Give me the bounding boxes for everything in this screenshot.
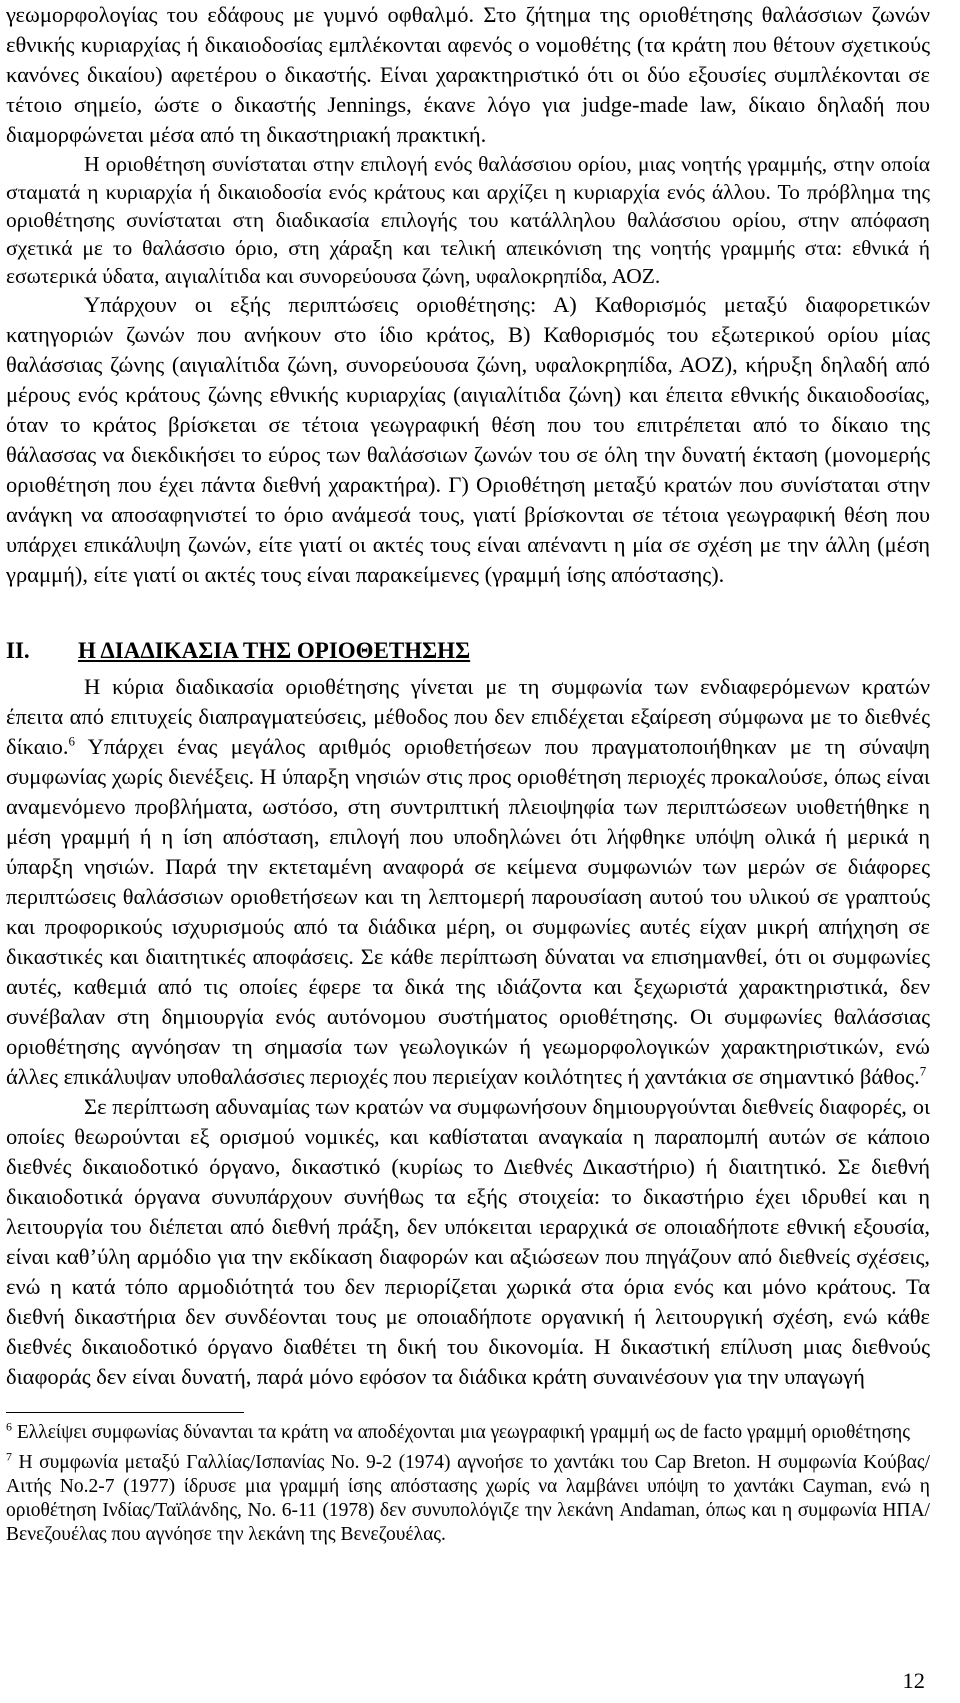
paragraph-4-part-b: Υπάρχει ένας μεγάλος αριθμός οριοθετήσεων που πραγματοποιήθηκαν με τη σύναψη συμφωνίας χωρίς διενέξεις. Η ύπαρξη νησιών στις προς οριοθέτηση περιοχές προκαλούσε, όπως είναι αναμενόμενο προβλήματα, ωστόσο, στη συντριπτική πλειοψηφία των περιπτώσεων υιοθετήθηκε η μέση γραμμή ή η ίση απόσταση, επιλογή που υποδηλώνει ότι λήφθηκε υπόψη ολικά ή μερικά η ύπαρξη νησιών. Παρά την εκτεταμένη αναφορά σε κείμενα συμφωνιών των μερών σε διάφορες περιπτώσεις θαλάσσιων οριοθετήσεων και τη λεπτομερή παρουσίαση αυτού του υλικού σε γραπτούς και προφορικούς ισχυρισμούς από τα διάδικα μέρη, οι συμφωνίες αυτές είχαν μικρή απήχηση σε δικαστικές και διαιτητικές αποφάσεις. Σε κάθε περίπτωση δύναται να επισημανθεί, ότι οι συμφωνίες αυτές, καθεμιά από τις οποίες έφερε τα δικά της ιδιάζοντα και ξεχωριστά χαρακτηριστικά, δεν συνέβαλαν στη δημιουργία ενός αυτόνομου συστήματος οριοθέτησης. Οι συμφωνίες θαλάσσιας οριοθέτησης αγνόησαν τη σημασία των γεωλογικών ή γεωμορφολογικών χαρακτηριστικών, ενώ άλλες επικάλυψαν υποθαλάσσιες περιοχές που περιείχαν κοιλότητες ή χαντάκια σε σημαντικό βάθος.	[6, 734, 930, 1089]
footnote-6-number: 6	[6, 1419, 12, 1434]
footnote-ref-6[interactable]: 6	[68, 733, 76, 749]
paragraph-4-part-a: Η κύρια διαδικασία οριοθέτησης γίνεται με τη συμφωνία των ενδιαφερόμενων κρατών έπειτα από επιτυχείς διαπραγματεύσεις, μέθοδος που δεν επιδέχεται εξαίρεση σύμφωνα με το διεθνές δίκαιο.	[6, 674, 930, 759]
section-heading	[6, 636, 930, 666]
footnote-6-text: Ελλείψει συμφωνίας δύνανται τα κράτη να αποδέχονται μια γεωγραφική γραμμή ως de facto γραμμή οριοθέτησης	[12, 1422, 910, 1443]
paragraph-1: γεωμορφολογίας του εδάφους με γυμνό οφθαλμό. Στο ζήτημα της οριοθέτησης θαλάσσιων ζωνών εθνικής κυριαρχίας ή δικαιοδοσίας εμπλέκονται αφενός ο νομοθέτης (τα κράτη που θέτουν σχετικούς κανόνες δικαίου) αφετέρου ο δικαστής. Είναι χαρακτηριστικό ότι οι δύο εξουσίες συμπλέκονται σε τέτοιο σημείο, ώστε ο δικαστής Jennings, έκανε λόγο για judge-made law, δίκαιο δηλαδή που διαμορφώνεται μέσα από τη δικαστηριακή πρακτική.	[6, 2, 930, 147]
footnote-ref-7[interactable]: 7	[919, 1063, 927, 1079]
footnote-6	[6, 1421, 930, 1445]
paragraph-4	[6, 672, 930, 1092]
paragraph-5: Σε περίπτωση αδυναμίας των κρατών να συμφωνήσουν δημιουργούνται διεθνείς διαφορές, οι οποίες θεωρούνται εξ ορισμού νομικές, και καθίσταται αναγκαία η παραπομπή αυτών σε κάποιο διεθνές δικαιοδοτικό όργανο, δικαστικό (κυρίως το Διεθνές Δικαστήριο) ή διαιτητικό. Σε διεθνή δικαιοδοτικά όργανα συνυπάρχουν συνήθως τα εξής στοιχεία: το δικαστήριο έχει ιδρυθεί και η λειτουργία του διέπεται από διεθνή πράξη, δεν υπόκειται ιεραρχικά σε οποιαδήποτε εθνική εξουσία, είναι καθ’ύλη αρμόδιο για την εκδίκαση διαφορών και αξιώσεων που πηγάζουν από διεθνείς σχέσεις, ενώ η κατά τόπο αρμοδιότητά του δεν περιορίζεται χωρικά στα όρια ενός και μόνο κράτους. Τα διεθνή δικαστήρια δεν συνδέονται τους με οποιαδήποτε οργανική ή λειτουργική σχέση, ενώ κάθε διεθνές δικαιοδοτικό όργανο διαθέτει τη δική του δικονομία. Η δικαστική επίλυση μιας διεθνούς διαφοράς δεν είναι δυνατή, παρά μόνο εφόσον τα διάδικα κράτη συναινέσουν για την υπαγωγή	[6, 1094, 930, 1389]
page-content	[6, 0, 930, 1547]
footnote-7-number: 7	[6, 1449, 12, 1464]
paragraph-2: Η οριοθέτηση συνίσταται στην επιλογή ενός θαλάσσιου ορίου, μιας νοητής γραμμής, στην οποία σταματά η κυριαρχία ή δικαιοδοσία ενός κράτους και αρχίζει η κυριαρχία ενός άλλου. Το πρόβλημα της οριοθέτησης συνίσταται στη διαδικασία επιλογής του κατάλληλου θαλάσσιου ορίου, στην απόφαση σχετικά με το θαλάσσιο όριο, στη χάραξη και τελική απεικόνιση της νοητής γραμμής στα: εθνικά ή εσωτερικά ύδατα, αιγιαλίτιδα και συνορεύουσα ζώνη, υφαλοκρηπίδα, ΑΟΖ.	[6, 152, 930, 288]
section-title: Η ΔΙΑΔΙΚΑΣΙΑ ΤΗΣ ΟΡΙΟΘΕΤΗΣΗΣ	[78, 638, 471, 663]
footnote-7-text: Η συμφωνία μεταξύ Γαλλίας/Ισπανίας Νο. 9-2 (1974) αγνοήσε το χαντάκι του Cap Breton. Η συμφωνία Κούβας/Αιτής Νο.2-7 (1977) ίδρυσε μια γραμμή ίσης απόστασης χωρίς να λαμβάνει υπόψη το χαντάκι Cayman, ενώ η οριοθέτηση Ινδίας/Ταϊλάνδης, Νο. 6-11 (1978) δεν συνυπολόγιζε την λεκάνη Andaman, όπως και η συμφωνία ΗΠΑ/Βενεζουέλας που αγνόησε την λεκάνη της Βενεζουέλας.	[6, 1452, 930, 1545]
footnote-divider	[6, 1412, 244, 1413]
footnote-7	[6, 1451, 930, 1547]
paragraph-3: Υπάρχουν οι εξής περιπτώσεις οριοθέτησης: Α) Καθορισμός μεταξύ διαφορετικών κατηγοριών ζωνών που ανήκουν στο ίδιο κράτος, Β) Καθορισμός του εξωτερικού ορίου μίας θαλάσσιας ζώνης (αιγιαλίτιδα ζώνη, συνορεύουσα ζώνη, υφαλοκρηπίδα, ΑΟΖ), κήρυξη δηλαδή από μέρους ενός κράτους ζώνης εθνικής κυριαρχίας (αιγιαλίτιδα ζώνη) και έπειτα εθνικής δικαιοδοσίας, όταν το κράτος βρίσκεται σε τέτοια γεωγραφική θέση που του επιτρέπεται από το δίκαιο της θάλασσας να διεκδικήσει το εύρος των θαλάσσιων ζωνών του σε όλη την δυνατή έκταση (μονομερής οριοθέτηση που έχει πάντα διεθνή χαρακτήρα). Γ) Οριοθέτηση μεταξύ κρατών που συνίσταται στην ανάγκη να αποσαφηνιστεί το όριο ανάμεσά τους, γιατί βρίσκονται σε τέτοια γεωγραφική θέση που υπάρχει επικάλυψη ζωνών, είτε γιατί οι ακτές τους είναι απέναντι η μία σε σχέση με την άλλη (μέση γραμμή), είτε γιατί οι ακτές τους είναι παρακείμενες (γραμμή ίσης απόστασης).	[6, 292, 930, 587]
page-number: 12	[902, 1668, 925, 1693]
section-number: II.	[6, 638, 30, 663]
